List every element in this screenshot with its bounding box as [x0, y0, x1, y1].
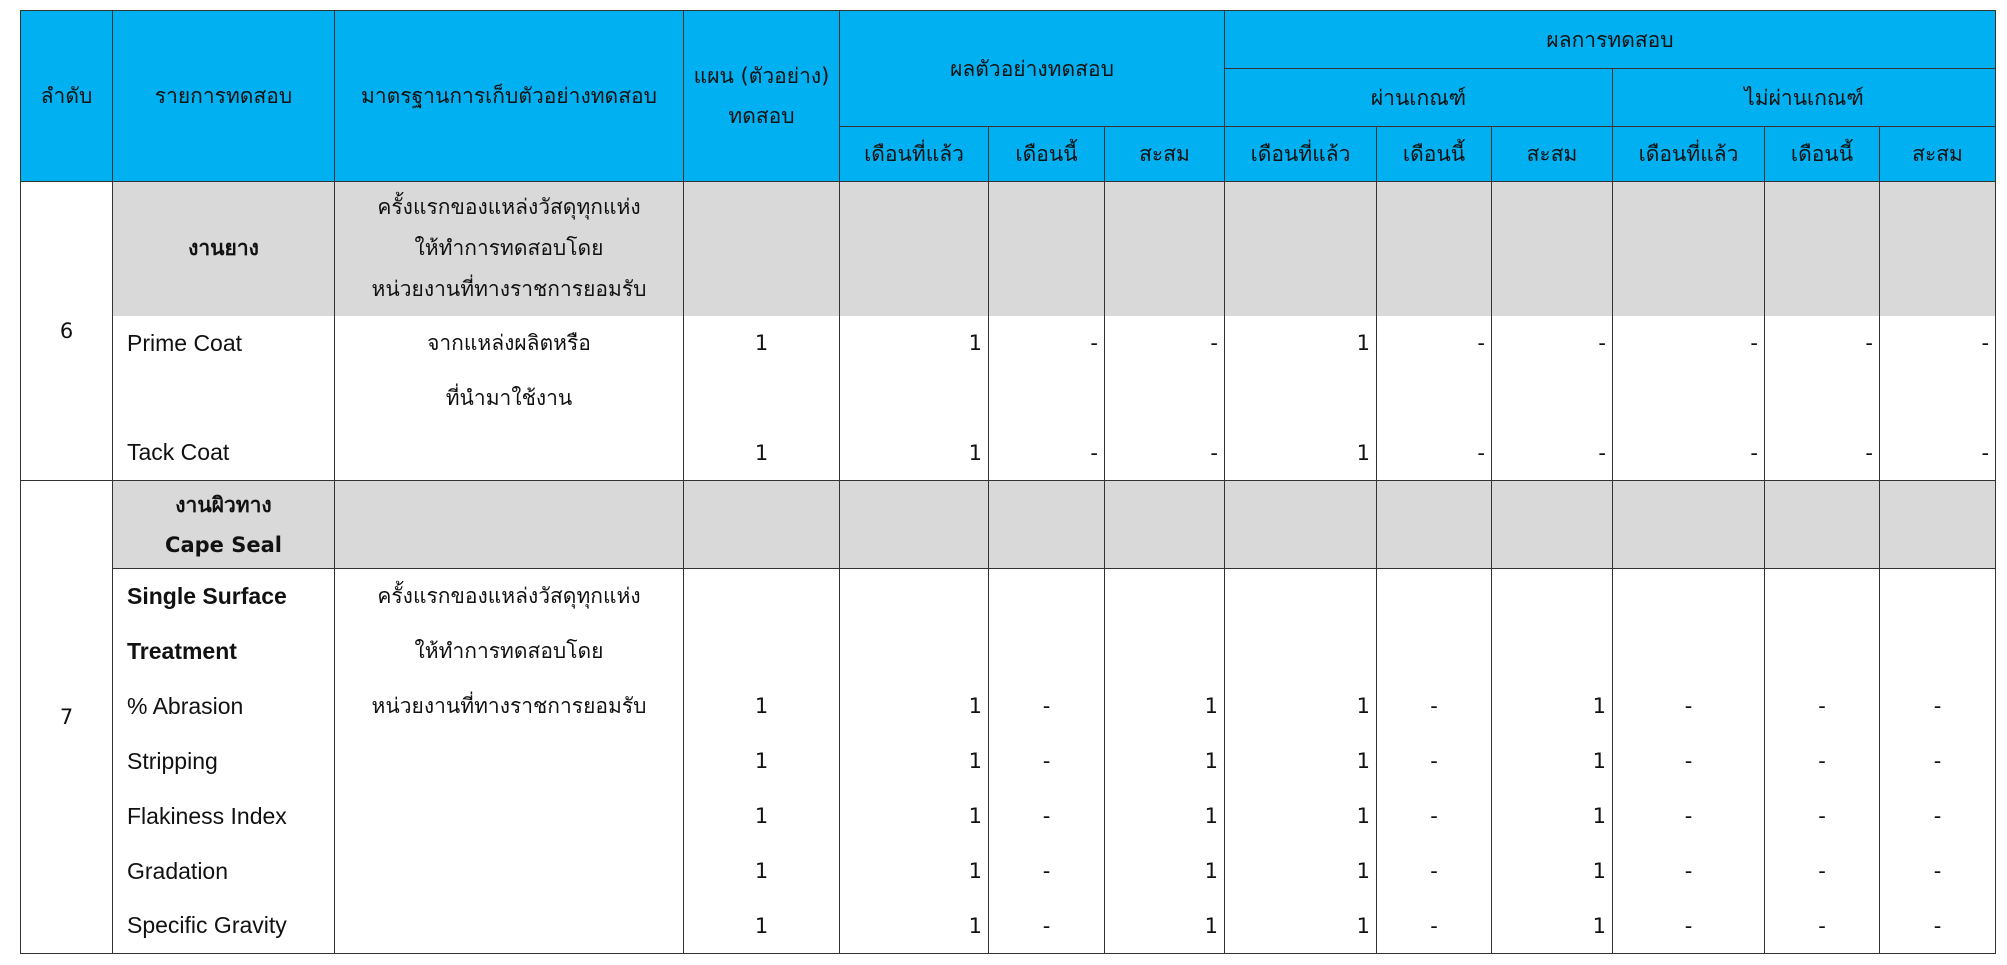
sample-this: - [989, 734, 1105, 789]
group-title-line: Cape Seal [165, 532, 282, 557]
sample-cum: - [1105, 426, 1225, 481]
pass-last: 1 [1225, 679, 1377, 734]
group-7-order: 7 [21, 481, 113, 954]
header-standard [335, 11, 684, 182]
header-pass-last-month: เดือนที่แล้ว [1225, 127, 1377, 182]
plan-value: 1 [684, 426, 840, 481]
sample-cum: 1 [1105, 844, 1225, 899]
standard-line: ให้ทำการทดสอบโดย [414, 236, 604, 261]
fail-cum: - [1880, 426, 1996, 481]
fail-last: - [1613, 316, 1765, 371]
fail-this: - [1765, 899, 1880, 954]
fail-last: - [1613, 426, 1765, 481]
table-row [21, 426, 1996, 481]
group-6-title: งานยาง [113, 182, 335, 316]
pass-this: - [1377, 899, 1492, 954]
pass-this: - [1377, 789, 1492, 844]
sample-cum: 1 [1105, 899, 1225, 954]
pass-last: 1 [1225, 316, 1377, 371]
group-6-standard-top [335, 182, 684, 316]
header-test-results: ผลการทดสอบ [1225, 11, 1996, 69]
plan-value: 1 [684, 789, 840, 844]
sample-cum: - [1105, 316, 1225, 371]
pass-last: 1 [1225, 844, 1377, 899]
standard-line: จากแหล่งผลิตหรือ [335, 316, 684, 371]
pass-this: - [1377, 316, 1492, 371]
sample-last: 1 [840, 899, 989, 954]
pass-last: 1 [1225, 734, 1377, 789]
standard-line: ครั้งแรกของแหล่งวัสดุทุกแห่ง [377, 195, 641, 220]
header-plan [684, 11, 840, 182]
sample-this: - [989, 789, 1105, 844]
fail-cum: - [1880, 734, 1996, 789]
group-title-line: งานผิวทาง [175, 492, 272, 517]
header-fail-cumulative: สะสม [1880, 127, 1996, 182]
pass-cum: 1 [1492, 789, 1613, 844]
pass-cum: 1 [1492, 734, 1613, 789]
header-fail-last-month: เดือนที่แล้ว [1613, 127, 1765, 182]
pass-last: 1 [1225, 426, 1377, 481]
plan-value: 1 [684, 679, 840, 734]
subtitle-line: Single Surface [113, 569, 335, 624]
standard-line: ที่นำมาใช้งาน [335, 371, 684, 426]
row-name: % Abrasion [113, 679, 335, 734]
sample-this: - [989, 426, 1105, 481]
fail-this: - [1765, 316, 1880, 371]
header-fail: ไม่ผ่านเกณฑ์ [1613, 69, 1996, 127]
sample-cum: 1 [1105, 679, 1225, 734]
sample-last: 1 [840, 426, 989, 481]
header-pass-cumulative: สะสม [1492, 127, 1613, 182]
pass-this: - [1377, 844, 1492, 899]
header-sample-results: ผลตัวอย่างทดสอบ [840, 11, 1225, 127]
table-row [21, 679, 1996, 734]
fail-this: - [1765, 679, 1880, 734]
standard-line: ให้ทำการทดสอบโดย [335, 624, 684, 679]
header-fail-this-month: เดือนนี้ [1765, 127, 1880, 182]
fail-cum: - [1880, 679, 1996, 734]
pass-last: 1 [1225, 789, 1377, 844]
header-sample-last-month: เดือนที่แล้ว [840, 127, 989, 182]
header-plan-text: แผน (ตัวอย่าง) ทดสอบ [693, 64, 830, 128]
fail-cum: - [1880, 789, 1996, 844]
fail-cum: - [1880, 844, 1996, 899]
header-sample-this-month: เดือนนี้ [989, 127, 1105, 182]
fail-last: - [1613, 789, 1765, 844]
table-row [21, 316, 1996, 371]
pass-cum: 1 [1492, 679, 1613, 734]
pass-this: - [1377, 679, 1492, 734]
fail-this: - [1765, 734, 1880, 789]
standard-line: หน่วยงานที่ทางราชการยอมรับ [335, 679, 684, 734]
header-pass: ผ่านเกณฑ์ [1225, 69, 1613, 127]
plan-value: 1 [684, 316, 840, 371]
pass-cum: 1 [1492, 899, 1613, 954]
row-name: Tack Coat [113, 426, 335, 481]
fail-last: - [1613, 844, 1765, 899]
header-pass-this-month: เดือนนี้ [1377, 127, 1492, 182]
table-row [21, 789, 1996, 844]
sample-last: 1 [840, 734, 989, 789]
sample-this: - [989, 899, 1105, 954]
pass-this: - [1377, 426, 1492, 481]
header-sample-cumulative: สะสม [1105, 127, 1225, 182]
header-standard-text: มาตรฐานการเก็บตัวอย่างทดสอบ [361, 84, 657, 108]
plan-value: 1 [684, 899, 840, 954]
header-test-item: รายการทดสอบ [113, 11, 335, 182]
pass-cum: 1 [1492, 844, 1613, 899]
fail-cum: - [1880, 316, 1996, 371]
table-row [21, 899, 1996, 954]
row-name: Specific Gravity [113, 899, 335, 954]
row-name: Prime Coat [113, 316, 335, 371]
fail-last: - [1613, 679, 1765, 734]
sample-last: 1 [840, 844, 989, 899]
pass-cum: - [1492, 426, 1613, 481]
subtitle-line: Treatment [113, 624, 335, 679]
sample-last: 1 [840, 679, 989, 734]
sample-this: - [989, 679, 1105, 734]
sample-this: - [989, 844, 1105, 899]
pass-cum: - [1492, 316, 1613, 371]
fail-this: - [1765, 789, 1880, 844]
pass-last: 1 [1225, 899, 1377, 954]
sample-last: 1 [840, 789, 989, 844]
fail-cum: - [1880, 899, 1996, 954]
table-row [21, 734, 1996, 789]
row-name: Gradation [113, 844, 335, 899]
row-name: Stripping [113, 734, 335, 789]
sample-last: 1 [840, 316, 989, 371]
test-results-table [20, 10, 1996, 954]
plan-value: 1 [684, 734, 840, 789]
fail-last: - [1613, 734, 1765, 789]
standard-line: หน่วยงานที่ทางราชการยอมรับ [371, 277, 647, 302]
fail-this: - [1765, 426, 1880, 481]
sample-this: - [989, 316, 1105, 371]
table-row [21, 844, 1996, 899]
pass-this: - [1377, 734, 1492, 789]
sample-cum: 1 [1105, 789, 1225, 844]
fail-last: - [1613, 899, 1765, 954]
row-name: Flakiness Index [113, 789, 335, 844]
standard-line: ครั้งแรกของแหล่งวัสดุทุกแห่ง [335, 569, 684, 624]
sample-cum: 1 [1105, 734, 1225, 789]
group-7-title [113, 481, 335, 569]
header-order: ลำดับ [21, 11, 113, 182]
plan-value: 1 [684, 844, 840, 899]
group-6-order: 6 [21, 182, 113, 481]
fail-this: - [1765, 844, 1880, 899]
